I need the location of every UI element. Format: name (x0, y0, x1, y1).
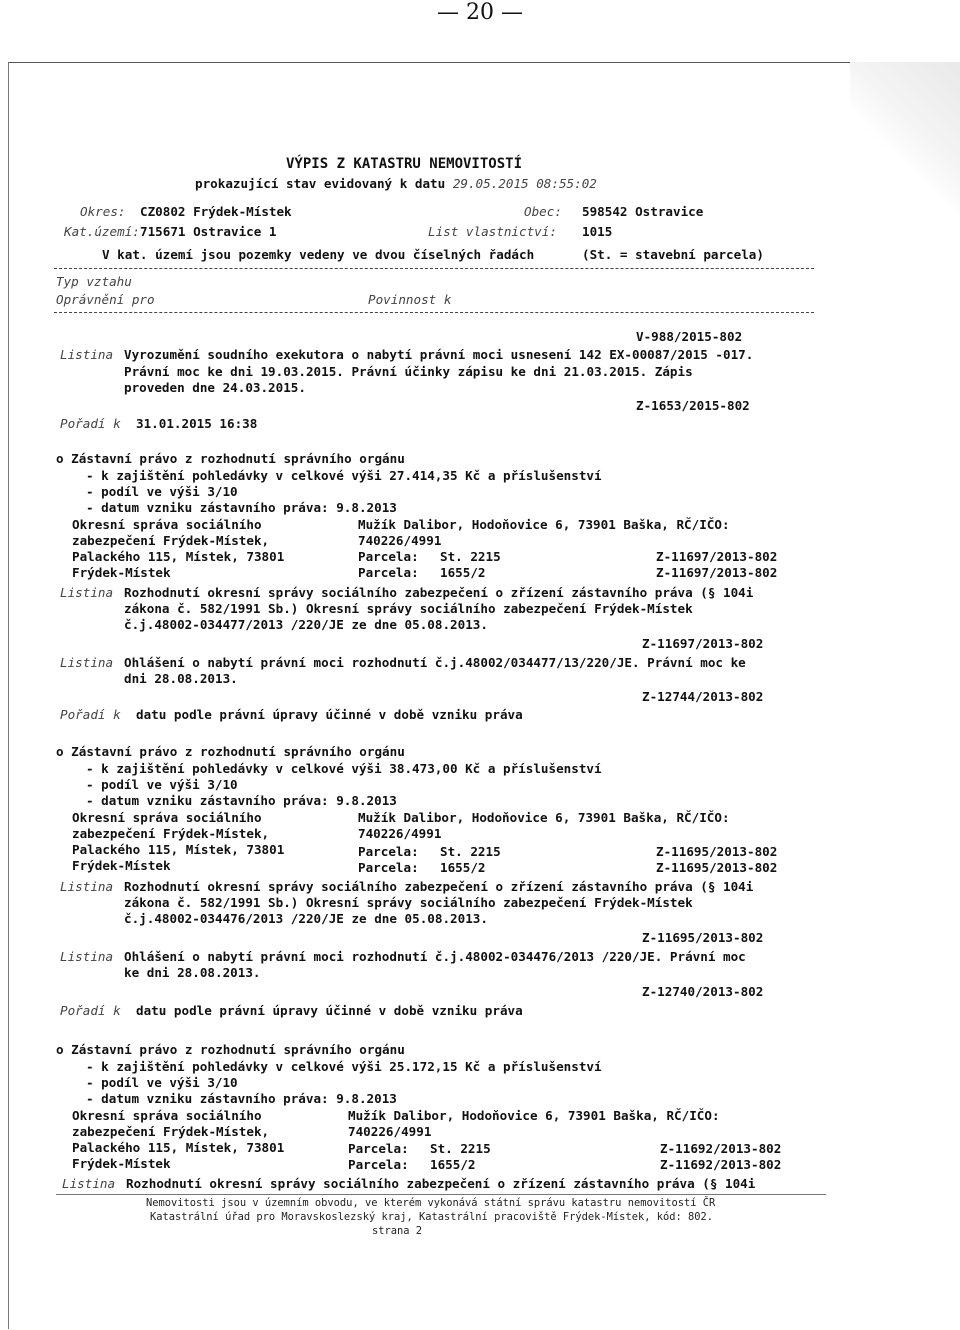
okres-label: Okres: (80, 204, 126, 219)
poradi-text: datu podle právní úpravy účinné v době vzniku práva (136, 707, 523, 722)
lien-heading: o Zástavní právo z rozhodnutí správního orgánu (56, 451, 405, 466)
debtor-id: 740226/4991 (358, 826, 442, 841)
obec-value: 598542 Ostravice (582, 204, 704, 219)
creditor-line: Frýdek-Místek (72, 565, 171, 580)
listina-text: Ohlášení o nabytí právní moci rozhodnutí č.j.48002-034476/2013 /220/JE. Právní moc (124, 949, 746, 964)
lien-detail: - datum vzniku zástavního práva: 9.8.2013 (86, 793, 397, 808)
listina-text: Vyrozumění soudního exekutora o nabytí právní moci usnesení 142 EX-00087/2015 -017. (124, 347, 754, 362)
listina-label: Listina (62, 1176, 116, 1191)
creditor-line: Okresní správa sociálního (72, 517, 262, 532)
debtor-name: Mužík Dalibor, Hodoňovice 6, 73901 Baška, RČ/IČO: (358, 517, 730, 532)
listina-label: Listina (60, 879, 114, 894)
lien-detail: - datum vzniku zástavního práva: 9.8.2013 (86, 1091, 397, 1106)
page-fold-shadow (850, 62, 960, 222)
lien-heading: o Zástavní právo z rozhodnutí správního orgánu (56, 744, 405, 759)
poradi-text: datu podle právní úpravy účinné v době vzniku práva (136, 1003, 523, 1018)
parcel-reference: Z-11692/2013-802 (660, 1157, 782, 1172)
parcel-label: Parcela: (348, 1157, 409, 1172)
parcel-number: St. 2215 (440, 549, 501, 564)
divider (54, 268, 814, 269)
listina-text: Rozhodnutí okresní správy sociálního zabezpečení o zřízení zástavního práva (§ 104i (124, 879, 754, 894)
divider (54, 312, 814, 313)
footer-page: strana 2 (372, 1225, 423, 1237)
listina-text: zákona č. 582/1991 Sb.) Okresní správy sociálního zabezpečení Frýdek-Místek (124, 895, 693, 910)
footer-line: Katastrální úřad pro Moravskoslezský kraj, Katastrální pracoviště Frýdek-Místek, kód: 802. (150, 1211, 714, 1223)
debtor-name: Mužík Dalibor, Hodoňovice 6, 73901 Baška, RČ/IČO: (358, 810, 730, 825)
debtor-id: 740226/4991 (358, 533, 442, 548)
lien-detail: - datum vzniku zástavního práva: 9.8.2013 (86, 500, 397, 515)
parcel-number: 1655/2 (440, 860, 486, 875)
footer-line: Nemovitosti jsou v územním obvodu, ve kterém vykonává státní správu katastru nemovitostí ČR (146, 1197, 716, 1209)
listina-label: Listina (60, 655, 114, 670)
creditor-line: Palackého 115, Místek, 73801 (72, 842, 285, 857)
listina-text: č.j.48002-034476/2013 /220/JE ze dne 05.08.2013. (124, 911, 488, 926)
parcel-number: 1655/2 (430, 1157, 476, 1172)
parcel-number: 1655/2 (440, 565, 486, 580)
numbering-note: V kat. území jsou pozemky vedeny ve dvou číselných řadách (102, 247, 535, 262)
creditor-line: Frýdek-Místek (72, 858, 171, 873)
lien-detail: - podíl ve výši 3/10 (86, 484, 238, 499)
lien-heading: o Zástavní právo z rozhodnutí správního orgánu (56, 1042, 405, 1057)
listina-label: Listina (60, 347, 114, 362)
document-title: VÝPIS Z KATASTRU NEMOVITOSTÍ (286, 156, 523, 172)
listina-text: č.j.48002-034477/2013 /220/JE ze dne 05.08.2013. (124, 617, 488, 632)
poradi-value: 31.01.2015 16:38 (136, 416, 258, 431)
reference-number: Z-12740/2013-802 (642, 984, 764, 999)
poradi-label: Pořadí k (60, 416, 121, 431)
listina-text: proveden dne 24.03.2015. (124, 380, 306, 395)
column-opravneni-pro: Oprávnění pro (56, 292, 155, 307)
listina-text: Ohlášení o nabytí právní moci rozhodnutí č.j.48002/034477/13/220/JE. Právní moc ke (124, 655, 746, 670)
footer-divider (56, 1194, 826, 1195)
reference-number: Z-11697/2013-802 (642, 636, 764, 651)
lien-detail: - k zajištění pohledávky v celkové výši 38.473,00 Kč a příslušenství (86, 761, 602, 776)
lien-detail: - podíl ve výši 3/10 (86, 777, 238, 792)
parcel-reference: Z-11697/2013-802 (656, 565, 778, 580)
reference-number: V-988/2015-802 (636, 329, 743, 344)
lien-detail: - k zajištění pohledávky v celkové výši 25.172,15 Kč a příslušenství (86, 1059, 602, 1074)
creditor-line: Palackého 115, Místek, 73801 (72, 1140, 285, 1155)
page-number: — 20 — (437, 0, 523, 25)
parcel-number: St. 2215 (430, 1141, 491, 1156)
creditor-line: zabezpečení Frýdek-Místek, (72, 826, 270, 841)
debtor-name: Mužík Dalibor, Hodoňovice 6, 73901 Baška, RČ/IČO: (348, 1108, 720, 1123)
listina-text: zákona č. 582/1991 Sb.) Okresní správy sociálního zabezpečení Frýdek-Místek (124, 601, 693, 616)
lien-detail: - k zajištění pohledávky v celkové výši 27.414,35 Kč a příslušenství (86, 468, 602, 483)
parcel-label: Parcela: (348, 1141, 409, 1156)
poradi-label: Pořadí k (60, 1003, 121, 1018)
parcel-reference: Z-11692/2013-802 (660, 1141, 782, 1156)
parcel-label: Parcela: (358, 860, 419, 875)
listina-text: ke dni 28.08.2013. (124, 965, 261, 980)
creditor-line: zabezpečení Frýdek-Místek, (72, 1124, 270, 1139)
parcel-number: St. 2215 (440, 844, 501, 859)
reference-number: Z-12744/2013-802 (642, 689, 764, 704)
parcel-reference: Z-11695/2013-802 (656, 860, 778, 875)
creditor-line: Okresní správa sociálního (72, 1108, 262, 1123)
document-subtitle: prokazující stav evidovaný k datu 29.05.2015 08:55:02 (195, 176, 597, 191)
listina-text: Právní moc ke dni 19.03.2015. Právní účinky zápisu ke dni 21.03.2015. Zápis (124, 364, 693, 379)
numbering-note-legend: (St. = stavební parcela) (582, 247, 764, 262)
parcel-reference: Z-11695/2013-802 (656, 844, 778, 859)
parcel-label: Parcela: (358, 549, 419, 564)
lien-detail: - podíl ve výši 3/10 (86, 1075, 238, 1090)
lv-label: List vlastnictví: (428, 224, 557, 239)
listina-text: Rozhodnutí okresní správy sociálního zabezpečení o zřízení zástavního práva (§ 104i (126, 1176, 756, 1191)
creditor-line: Okresní správa sociálního (72, 810, 262, 825)
obec-label: Obec: (524, 204, 562, 219)
debtor-id: 740226/4991 (348, 1124, 432, 1139)
reference-number: Z-1653/2015-802 (636, 398, 750, 413)
parcel-label: Parcela: (358, 844, 419, 859)
listina-label: Listina (60, 949, 114, 964)
katuzemi-value: 715671 Ostravice 1 (140, 224, 277, 239)
listina-text: Rozhodnutí okresní správy sociálního zabezpečení o zřízení zástavního práva (§ 104i (124, 585, 754, 600)
creditor-line: Palackého 115, Místek, 73801 (72, 549, 285, 564)
parcel-reference: Z-11697/2013-802 (656, 549, 778, 564)
listina-label: Listina (60, 585, 114, 600)
creditor-line: Frýdek-Místek (72, 1156, 171, 1171)
column-povinnost-k: Povinnost k (368, 292, 452, 307)
parcel-label: Parcela: (358, 565, 419, 580)
poradi-label: Pořadí k (60, 707, 121, 722)
okres-value: CZ0802 Frýdek-Místek (140, 204, 292, 219)
lv-value: 1015 (582, 224, 613, 239)
creditor-line: zabezpečení Frýdek-Místek, (72, 533, 270, 548)
column-typ-vztahu: Typ vztahu (56, 274, 132, 289)
katuzemi-label: Kat.území: (64, 224, 140, 239)
listina-text: dni 28.08.2013. (124, 671, 238, 686)
reference-number: Z-11695/2013-802 (642, 930, 764, 945)
